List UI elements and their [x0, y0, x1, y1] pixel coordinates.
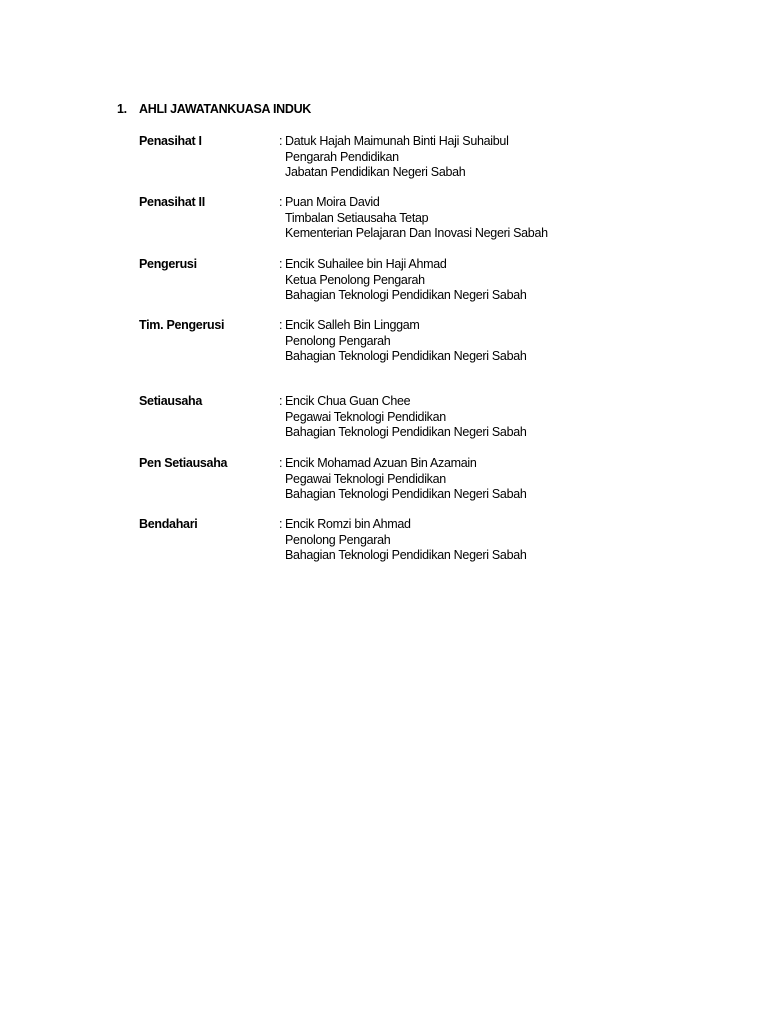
entry-name: Encik Chua Guan Chee [285, 394, 411, 408]
section-number: 1. [117, 102, 127, 116]
entry-separator: : [279, 318, 283, 332]
section-title: AHLI JAWATANKUASA INDUK [139, 102, 312, 116]
entry-role: Pen Setiausaha [139, 456, 228, 470]
entry-position: Pegawai Teknologi Pendidikan [285, 409, 446, 424]
entry-separator: : [279, 134, 283, 148]
entry-position: Pengarah Pendidikan [285, 149, 399, 164]
entry-position: Ketua Penolong Pengarah [285, 272, 425, 287]
entry-organization: Jabatan Pendidikan Negeri Sabah [285, 165, 466, 179]
entry-separator: : [279, 195, 283, 209]
entry-separator: : [279, 394, 283, 408]
entry-organization: Bahagian Teknologi Pendidikan Negeri Sabah [285, 288, 527, 302]
entry-position: Timbalan Setiausaha Tetap [285, 210, 429, 225]
entry-organization: Bahagian Teknologi Pendidikan Negeri Sabah [285, 548, 527, 562]
entry-role: Pengerusi [139, 257, 197, 271]
entry-details [285, 517, 527, 564]
entry-organization: Bahagian Teknologi Pendidikan Negeri Sabah [285, 425, 527, 439]
entry-name: Encik Mohamad Azuan Bin Azamain [285, 456, 477, 470]
entry-separator: : [279, 517, 283, 531]
entry-separator: : [279, 456, 283, 470]
entry-separator: : [279, 257, 283, 271]
entry-role: Penasihat II [139, 195, 205, 209]
entry-details [285, 134, 509, 181]
entry-position: Penolong Pengarah [285, 532, 391, 547]
entry-details [285, 257, 527, 304]
entry-name: Datuk Hajah Maimunah Binti Haji Suhaibul [285, 134, 509, 148]
entry-name: Encik Romzi bin Ahmad [285, 517, 411, 531]
entry-position: Penolong Pengarah [285, 333, 391, 348]
entry-details [285, 195, 548, 242]
entry-organization: Bahagian Teknologi Pendidikan Negeri Sabah [285, 487, 527, 501]
section-heading [117, 102, 311, 116]
entry-name: Encik Salleh Bin Linggam [285, 318, 420, 332]
entry-role: Setiausaha [139, 394, 203, 408]
entry-organization: Bahagian Teknologi Pendidikan Negeri Sabah [285, 349, 527, 363]
entry-name: Encik Suhailee bin Haji Ahmad [285, 257, 447, 271]
entry-position: Pegawai Teknologi Pendidikan [285, 471, 446, 486]
entry-role: Bendahari [139, 517, 198, 531]
entry-details [285, 456, 527, 503]
entry-details [285, 394, 527, 441]
entry-role: Penasihat I [139, 134, 202, 148]
entry-name: Puan Moira David [285, 195, 380, 209]
entry-organization: Kementerian Pelajaran Dan Inovasi Negeri Sabah [285, 226, 548, 240]
entry-details [285, 318, 527, 365]
entry-role: Tim. Pengerusi [139, 318, 225, 332]
